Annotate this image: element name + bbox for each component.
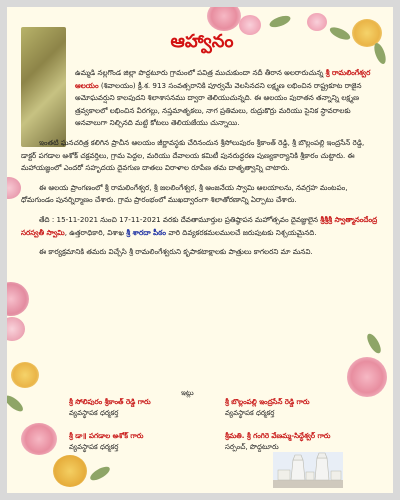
leaf-icon xyxy=(7,393,25,414)
signatory-4: శ్రీమతి. శ్రీ గంగిరె వేణమ్మ-సిద్ధేశ్వర్ గారు సర్పంచ్, పొద్దటూరు xyxy=(225,432,331,451)
yellow-flower-bottom xyxy=(53,455,87,487)
yellow-flower-bottom-left xyxy=(11,362,39,388)
swami-name: శ్రీశ్రీశ్రీ స్వాత్మానందేంద్ర సరస్వతీ స్వామి xyxy=(21,214,378,237)
leaf-icon xyxy=(268,14,292,30)
paragraph-request: ఈ కార్యక్రమానికి తమరు విచ్చేసి శ్రీ రామలింగేశ్వరుని కృపాకటాక్షాలకు పాత్రులు కాగలరని మా మనవి. xyxy=(39,247,313,257)
paragraph-renovation: ఇంతటి ఘనచరిత్ర కలిగిన ప్రాచీన ఆలయం జీర్ణావస్థకు చేరినందున శ్రీసోలుపురం శ్రీకాంత్ రెడ్డి, శ్రీ బొల్లంపల్లి ఇంద్రసేన్ రెడ్డి, డాక్టర్ పగడాల ఆశోక్ చక్రవర్తిలు, గ్రామ పెద్దల, మరియు దేవాలయ కమిటీ పునరుద్ధరణ పుణ్యకార్యానికి శ్రీకారం చుట్టారు. ఈ మహాయజ్ఞంలో ఎందరో సహృదయ దైవగుణ దాతలు విరాళాల రూపేణ తమ దాతృత్వాన్ని చాటారు. xyxy=(21,137,365,173)
paragraph-event: తేది : 15-11-2021 నుంచి 17-11-2021 వరకు దేవతామూర్తుల ప్రతిష్ఠాపన మహోత్సవం దైవజ్ఞులైన శ్రీశ్రీశ్రీ స్వాత్మానందేంద్ర సరస్వతీ స్వామి, ఉత్తరాధికారి, విశాఖ శ్రీ శారదా పీఠం వారి దివ్యకరకమలములచే జరుపుటకు నిశ్చయమైనది. xyxy=(21,214,378,237)
rose-top-right-decoration-3 xyxy=(307,13,327,31)
leaf-icon xyxy=(328,25,352,42)
pink-flower-bottom-left xyxy=(21,423,57,455)
rose-bottom-left-decoration xyxy=(7,282,29,316)
rose-top-right-decoration xyxy=(207,7,241,31)
pink-flower-bottom-right xyxy=(347,357,387,397)
leaf-icon xyxy=(365,332,384,356)
closing-label: ఇట్లు xyxy=(181,389,194,397)
paragraph-history: ఉమ్మడి నల్లగొండ జిల్లా పొద్దటూరు గ్రామంలో పవిత్ర ముచుకుందా నదీ తీరాన అలరారుచున్న శ్రీ రామలింగేశ్వర ఆలయం (శివాలయం) క్రీ.శ. 913 సంవత్సరానికి పూర్వమే వెలసినదని లక్ష్మణ లభించిన రాష్ట్రకూట రాజైన అమోఘవర్షుని కాలపుదని శిలాశాసనము ద్వారా తెలియుచున్నది. ఈ ఆలయం పురాతన తన్నాన్ని లక్ష్మణ త్రవ్వకాలలో లభించిన వీరగల్లు, నప్తమాతృకలు, నాగ ప్రతిమలు, రుద్రుకొర్రు మరియు సైనిక స్థావరాలకు ఆనవాలుగా నిల్చినది మట్టి కోటలు తెలియజేయు చున్నాయి. xyxy=(75,68,371,128)
temple-name: శ్రీ రామలింగేశ్వర ఆలయం xyxy=(75,68,371,90)
peetham-name: శ్రీ శారదా పీఠం xyxy=(126,227,167,237)
signatory-2: శ్రీ బొల్లంపల్లి ఇంద్రసేన్ రెడ్డి గారు వ్యవస్థాపక ధర్మకర్త xyxy=(225,398,310,417)
invitation-body xyxy=(21,67,379,266)
page-title: ఆహ్వానం xyxy=(170,31,234,52)
leaf-icon xyxy=(88,464,112,483)
leaf-icon xyxy=(372,42,388,66)
signatory-3: శ్రీ డా॥ పగడాల అశోక్ గారు వ్యవస్థాపక ధర్మకర్త xyxy=(69,432,144,451)
invitation-card xyxy=(7,7,393,493)
temple-image xyxy=(273,452,343,488)
rose-bottom-left-decoration-2 xyxy=(7,317,25,341)
signatory-1: శ్రీ సోలిపురం శ్రీకాంత్ రెడ్డి గారు వ్యవస్థాపక ధర్మకర్త xyxy=(69,398,151,417)
paragraph-temples: ఈ ఆలయ ప్రాంగణంలో శ్రీ రామలింగేశ్వర, శ్రీ జలలింగేశ్వర, శ్రీ ఆంజనేయ స్వామి ఆలయాలను, నవగ్రహ మంటపం, ధోమగుండం పునర్నిర్మాణం చేశారు. గ్రామ ప్రారంభంలో ముఖద్వారంగా శిలాతోరణాన్ని ఏర్పాటు చేశారు. xyxy=(21,182,348,205)
temple-icon xyxy=(273,452,343,488)
rose-left-decoration xyxy=(7,177,21,199)
